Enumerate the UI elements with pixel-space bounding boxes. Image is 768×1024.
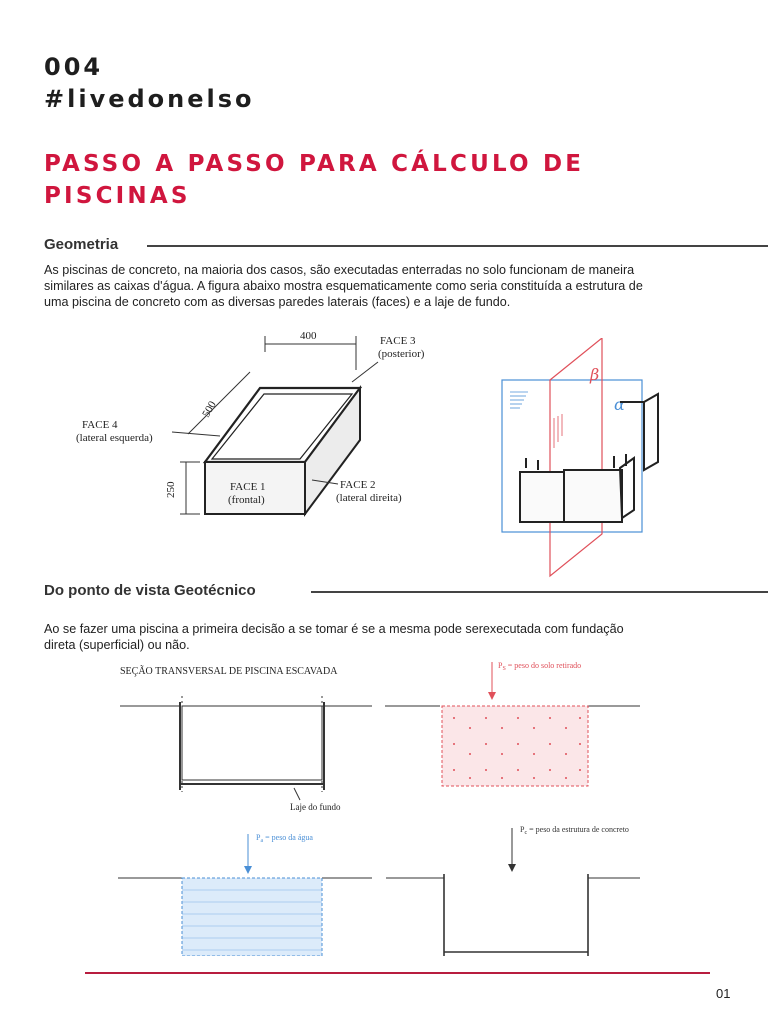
face4-sub-label: (lateral esquerda) — [76, 432, 153, 444]
face2-label: FACE 2 — [340, 479, 376, 491]
section-divider — [311, 591, 768, 593]
figure-pool-faces — [60, 322, 460, 532]
face3-label: FACE 3 — [380, 335, 416, 347]
pa-label: $P_a$ = peso da água — [256, 833, 313, 844]
paragraph-geometria — [44, 262, 764, 310]
face4-label: FACE 4 — [82, 419, 118, 431]
page-title — [44, 148, 744, 212]
dim-depth-label: 500 — [200, 399, 219, 420]
ps-label: $P_S$ = peso do solo retirado — [498, 661, 582, 672]
page-number: 01 — [716, 986, 731, 1001]
dim-height-label: 250 — [165, 481, 177, 498]
paragraph-line: similares as caixas d'água. A figura abaixo mostra esquematicamente como seria constituída a estrutura de — [44, 279, 643, 293]
alpha-symbol: α — [614, 395, 625, 414]
footer-divider — [85, 972, 710, 974]
cross-section-title: SEÇÃO TRANSVERSAL DE PISCINA ESCAVADA — [120, 666, 338, 677]
face1-label: FACE 1 — [230, 481, 266, 493]
series-number: 004 — [44, 53, 104, 81]
paragraph-geotecnico — [44, 621, 764, 653]
face3-sub-label: (posterior) — [378, 348, 425, 360]
series-tag: #livedonelso — [44, 85, 255, 113]
section-heading-geometria: Geometria — [44, 236, 119, 253]
pc-label: $P_c$ = peso da estrutura de concreto — [520, 825, 629, 836]
paragraph-line: Ao se fazer uma piscina a primeira decisão a se tomar é se a mesma pode serexecutada com fundação — [44, 622, 624, 636]
dim-width-label: 400 — [300, 330, 317, 342]
paragraph-line: As piscinas de concreto, na maioria dos casos, são executadas enterradas no solo funcionam de maneira — [44, 263, 635, 277]
figure-planes — [498, 338, 688, 578]
section-divider — [147, 245, 768, 247]
paragraph-line: uma piscina de concreto com as diversas paredes laterais (faces) e a laje de fundo. — [44, 295, 511, 309]
laje-fundo-label: Laje do fundo — [290, 802, 341, 812]
title-line-1: PASSO A PASSO PARA CÁLCULO DE — [44, 151, 585, 177]
beta-symbol: β — [590, 365, 600, 384]
paragraph-line: direta (superficial) ou não. — [44, 638, 190, 652]
title-line-2: PISCINAS — [44, 183, 191, 209]
figure-cross-sections — [110, 656, 650, 956]
face1-sub-label: (frontal) — [228, 494, 265, 506]
face2-sub-label: (lateral direita) — [336, 492, 402, 504]
section-heading-geotecnico: Do ponto de vista Geotécnico — [44, 582, 256, 599]
